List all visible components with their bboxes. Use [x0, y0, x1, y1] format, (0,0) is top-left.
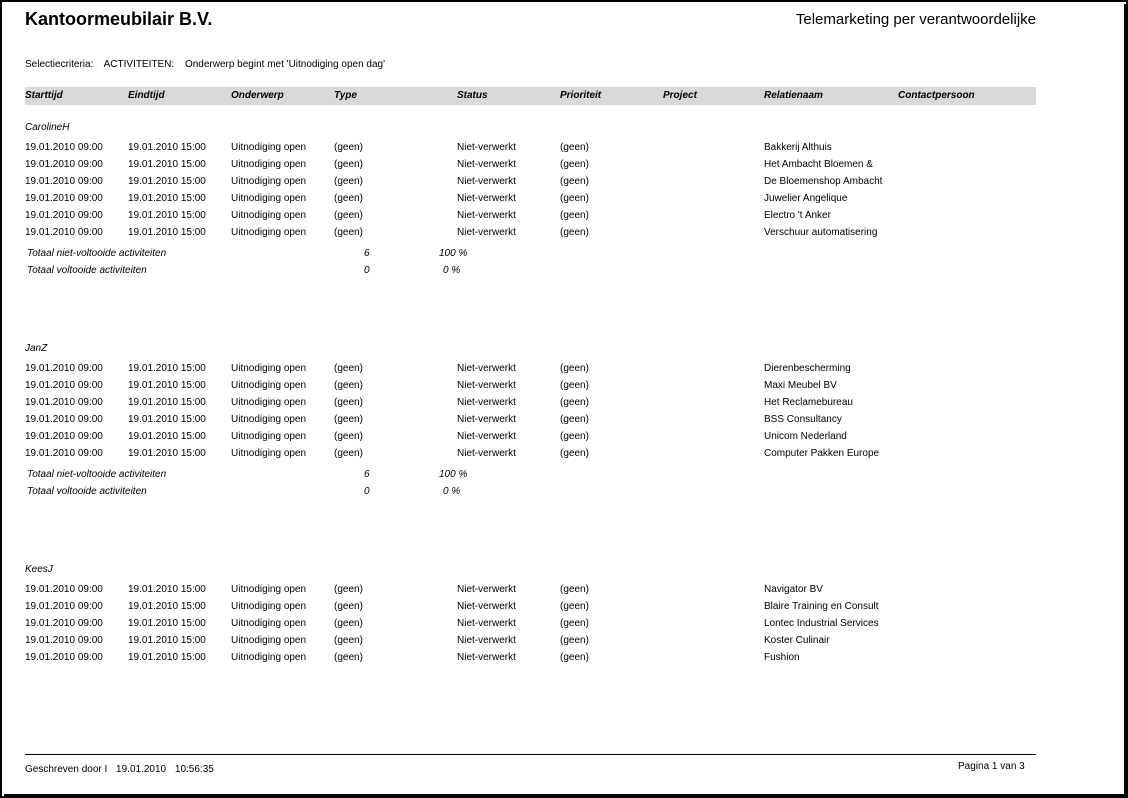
column-header-subject: Onderwerp	[231, 90, 284, 101]
cell-subject: Uitnodiging open	[231, 193, 307, 204]
cell-end: 19.01.2010 15:00	[128, 448, 206, 459]
total-label: Totaal niet-voltooide activiteiten	[27, 469, 167, 480]
group-total-row	[27, 245, 1027, 262]
cell-status: Niet-verwerkt	[457, 601, 516, 612]
cell-priority: (geen)	[560, 618, 589, 629]
cell-start: 19.01.2010 09:00	[25, 176, 103, 187]
cell-start: 19.01.2010 09:00	[25, 363, 103, 374]
cell-type: (geen)	[334, 363, 363, 374]
cell-type: (geen)	[334, 584, 363, 595]
column-header-start: Starttijd	[25, 90, 63, 101]
cell-end: 19.01.2010 15:00	[128, 601, 206, 612]
cell-subject: Uitnodiging open	[231, 448, 307, 459]
total-label: Totaal voltooide activiteiten	[27, 265, 147, 276]
company-name: Kantoormeubilair B.V.	[25, 9, 213, 29]
total-label: Totaal voltooide activiteiten	[27, 486, 147, 497]
criteria-rule: Onderwerp begint met 'Uitnodiging open dag'	[184, 59, 385, 70]
cell-end: 19.01.2010 15:00	[128, 210, 206, 221]
cell-priority: (geen)	[560, 159, 589, 170]
cell-status: Niet-verwerkt	[457, 227, 516, 238]
cell-status: Niet-verwerkt	[457, 397, 516, 408]
footer-written-by	[25, 764, 220, 775]
cell-relation: Unicom Nederland	[764, 431, 847, 442]
cell-start: 19.01.2010 09:00	[25, 618, 103, 629]
footer-time: 10:56:35	[174, 764, 214, 775]
criteria-entity: ACTIVITEITEN:	[103, 59, 175, 70]
table-row	[25, 173, 1036, 190]
table-row	[25, 377, 1036, 394]
column-header-project: Project	[663, 90, 697, 101]
table-row	[25, 360, 1036, 377]
cell-start: 19.01.2010 09:00	[25, 193, 103, 204]
total-count: 6	[364, 469, 370, 480]
column-header-relation: Relatienaam	[764, 90, 823, 101]
cell-start: 19.01.2010 09:00	[25, 380, 103, 391]
cell-priority: (geen)	[560, 601, 589, 612]
cell-subject: Uitnodiging open	[231, 210, 307, 221]
total-percentage: 100 %	[439, 248, 468, 259]
cell-subject: Uitnodiging open	[231, 431, 307, 442]
table-row	[25, 598, 1036, 615]
table-row	[25, 394, 1036, 411]
cell-subject: Uitnodiging open	[231, 635, 307, 646]
cell-end: 19.01.2010 15:00	[128, 142, 206, 153]
cell-type: (geen)	[334, 414, 363, 425]
column-header-contact: Contactpersoon	[898, 90, 975, 101]
cell-subject: Uitnodiging open	[231, 618, 307, 629]
page-shadow-bottom	[4, 794, 1128, 798]
cell-priority: (geen)	[560, 380, 589, 391]
total-percentage: 0 %	[443, 486, 461, 497]
cell-status: Niet-verwerkt	[457, 176, 516, 187]
cell-end: 19.01.2010 15:00	[128, 397, 206, 408]
cell-priority: (geen)	[560, 448, 589, 459]
cell-status: Niet-verwerkt	[457, 142, 516, 153]
cell-relation: Juwelier Angelique	[764, 193, 848, 204]
footer-divider	[25, 754, 1036, 755]
cell-relation: Verschuur automatisering	[764, 227, 878, 238]
cell-priority: (geen)	[560, 227, 589, 238]
table-row	[25, 428, 1036, 445]
cell-relation: Fushion	[764, 652, 800, 663]
total-label: Totaal niet-voltooide activiteiten	[27, 248, 167, 259]
cell-relation: Het Ambacht Bloemen &	[764, 159, 873, 170]
cell-start: 19.01.2010 09:00	[25, 414, 103, 425]
total-count: 6	[364, 248, 370, 259]
cell-start: 19.01.2010 09:00	[25, 635, 103, 646]
report-title: Telemarketing per verantwoordelijke	[795, 11, 1036, 28]
cell-relation: Computer Pakken Europe	[764, 448, 880, 459]
cell-subject: Uitnodiging open	[231, 584, 307, 595]
cell-type: (geen)	[334, 210, 363, 221]
column-header-priority: Prioriteit	[560, 90, 602, 101]
cell-relation: Dierenbescherming	[764, 363, 851, 374]
cell-start: 19.01.2010 09:00	[25, 142, 103, 153]
cell-subject: Uitnodiging open	[231, 380, 307, 391]
cell-start: 19.01.2010 09:00	[25, 652, 103, 663]
table-row	[25, 649, 1036, 666]
total-count: 0	[364, 265, 370, 276]
cell-start: 19.01.2010 09:00	[25, 397, 103, 408]
table-row	[25, 207, 1036, 224]
criteria-label: Selectiecriteria:	[25, 59, 94, 70]
cell-relation: Blaire Training en Consult	[764, 601, 879, 612]
cell-subject: Uitnodiging open	[231, 652, 307, 663]
cell-start: 19.01.2010 09:00	[25, 210, 103, 221]
cell-end: 19.01.2010 15:00	[128, 363, 206, 374]
footer-date: 19.01.2010	[116, 764, 167, 775]
cell-status: Niet-verwerkt	[457, 584, 516, 595]
cell-start: 19.01.2010 09:00	[25, 159, 103, 170]
group-responsible-name: CarolineH	[25, 122, 70, 133]
cell-type: (geen)	[334, 635, 363, 646]
cell-relation: De Bloemenshop Ambacht	[764, 176, 883, 187]
cell-end: 19.01.2010 15:00	[128, 193, 206, 204]
column-header-status: Status	[457, 90, 488, 101]
cell-priority: (geen)	[560, 142, 589, 153]
cell-relation: BSS Consultancy	[764, 414, 842, 425]
cell-priority: (geen)	[560, 635, 589, 646]
table-row	[25, 581, 1036, 598]
cell-subject: Uitnodiging open	[231, 397, 307, 408]
cell-start: 19.01.2010 09:00	[25, 601, 103, 612]
table-row	[25, 615, 1036, 632]
cell-status: Niet-verwerkt	[457, 159, 516, 170]
cell-end: 19.01.2010 15:00	[128, 414, 206, 425]
table-row	[25, 139, 1036, 156]
selection-criteria	[25, 59, 393, 70]
cell-end: 19.01.2010 15:00	[128, 584, 206, 595]
cell-priority: (geen)	[560, 363, 589, 374]
table-row	[25, 190, 1036, 207]
cell-end: 19.01.2010 15:00	[128, 159, 206, 170]
cell-priority: (geen)	[560, 414, 589, 425]
table-row	[25, 224, 1036, 241]
table-row	[25, 445, 1036, 462]
cell-status: Niet-verwerkt	[457, 363, 516, 374]
total-count: 0	[364, 486, 370, 497]
cell-subject: Uitnodiging open	[231, 601, 307, 612]
cell-relation: Bakkerij Althuis	[764, 142, 832, 153]
footer-author: Geschreven door I	[25, 764, 108, 775]
cell-status: Niet-verwerkt	[457, 193, 516, 204]
column-header-end: Eindtijd	[128, 90, 165, 101]
cell-relation: Koster Culinair	[764, 635, 830, 646]
cell-priority: (geen)	[560, 584, 589, 595]
cell-type: (geen)	[334, 397, 363, 408]
cell-end: 19.01.2010 15:00	[128, 380, 206, 391]
cell-type: (geen)	[334, 652, 363, 663]
page-shadow-right	[1124, 4, 1128, 798]
cell-status: Niet-verwerkt	[457, 414, 516, 425]
total-percentage: 0 %	[443, 265, 461, 276]
cell-status: Niet-verwerkt	[457, 618, 516, 629]
table-row	[25, 632, 1036, 649]
cell-start: 19.01.2010 09:00	[25, 431, 103, 442]
cell-subject: Uitnodiging open	[231, 363, 307, 374]
cell-priority: (geen)	[560, 176, 589, 187]
cell-type: (geen)	[334, 431, 363, 442]
cell-relation: Het Reclamebureau	[764, 397, 853, 408]
cell-subject: Uitnodiging open	[231, 142, 307, 153]
group-total-row	[27, 483, 1027, 500]
cell-status: Niet-verwerkt	[457, 448, 516, 459]
cell-relation: Maxi Meubel BV	[764, 380, 837, 391]
cell-start: 19.01.2010 09:00	[25, 584, 103, 595]
cell-type: (geen)	[334, 142, 363, 153]
cell-type: (geen)	[334, 601, 363, 612]
cell-end: 19.01.2010 15:00	[128, 618, 206, 629]
table-row	[25, 156, 1036, 173]
group-responsible-name: KeesJ	[25, 564, 53, 575]
cell-status: Niet-verwerkt	[457, 652, 516, 663]
cell-start: 19.01.2010 09:00	[25, 227, 103, 238]
cell-type: (geen)	[334, 159, 363, 170]
cell-status: Niet-verwerkt	[457, 380, 516, 391]
cell-relation: Lontec Industrial Services	[764, 618, 879, 629]
cell-status: Niet-verwerkt	[457, 431, 516, 442]
cell-status: Niet-verwerkt	[457, 635, 516, 646]
column-header-row	[25, 87, 1036, 105]
cell-priority: (geen)	[560, 210, 589, 221]
cell-type: (geen)	[334, 380, 363, 391]
cell-subject: Uitnodiging open	[231, 159, 307, 170]
cell-priority: (geen)	[560, 652, 589, 663]
table-row	[25, 411, 1036, 428]
cell-type: (geen)	[334, 618, 363, 629]
cell-type: (geen)	[334, 193, 363, 204]
cell-end: 19.01.2010 15:00	[128, 431, 206, 442]
cell-type: (geen)	[334, 448, 363, 459]
group-responsible-name: JanZ	[25, 343, 48, 354]
cell-type: (geen)	[334, 227, 363, 238]
cell-end: 19.01.2010 15:00	[128, 176, 206, 187]
cell-relation: Navigator BV	[764, 584, 823, 595]
cell-end: 19.01.2010 15:00	[128, 635, 206, 646]
cell-subject: Uitnodiging open	[231, 176, 307, 187]
cell-relation: Electro 't Anker	[764, 210, 831, 221]
total-percentage: 100 %	[439, 469, 468, 480]
group-total-row	[27, 466, 1027, 483]
cell-subject: Uitnodiging open	[231, 227, 307, 238]
cell-status: Niet-verwerkt	[457, 210, 516, 221]
cell-subject: Uitnodiging open	[231, 414, 307, 425]
cell-type: (geen)	[334, 176, 363, 187]
cell-end: 19.01.2010 15:00	[128, 227, 206, 238]
column-header-type: Type	[334, 90, 357, 101]
cell-priority: (geen)	[560, 397, 589, 408]
cell-end: 19.01.2010 15:00	[128, 652, 206, 663]
footer-page-number: Pagina 1 van 3	[958, 761, 1025, 772]
cell-priority: (geen)	[560, 193, 589, 204]
group-total-row	[27, 262, 1027, 279]
cell-priority: (geen)	[560, 431, 589, 442]
cell-start: 19.01.2010 09:00	[25, 448, 103, 459]
